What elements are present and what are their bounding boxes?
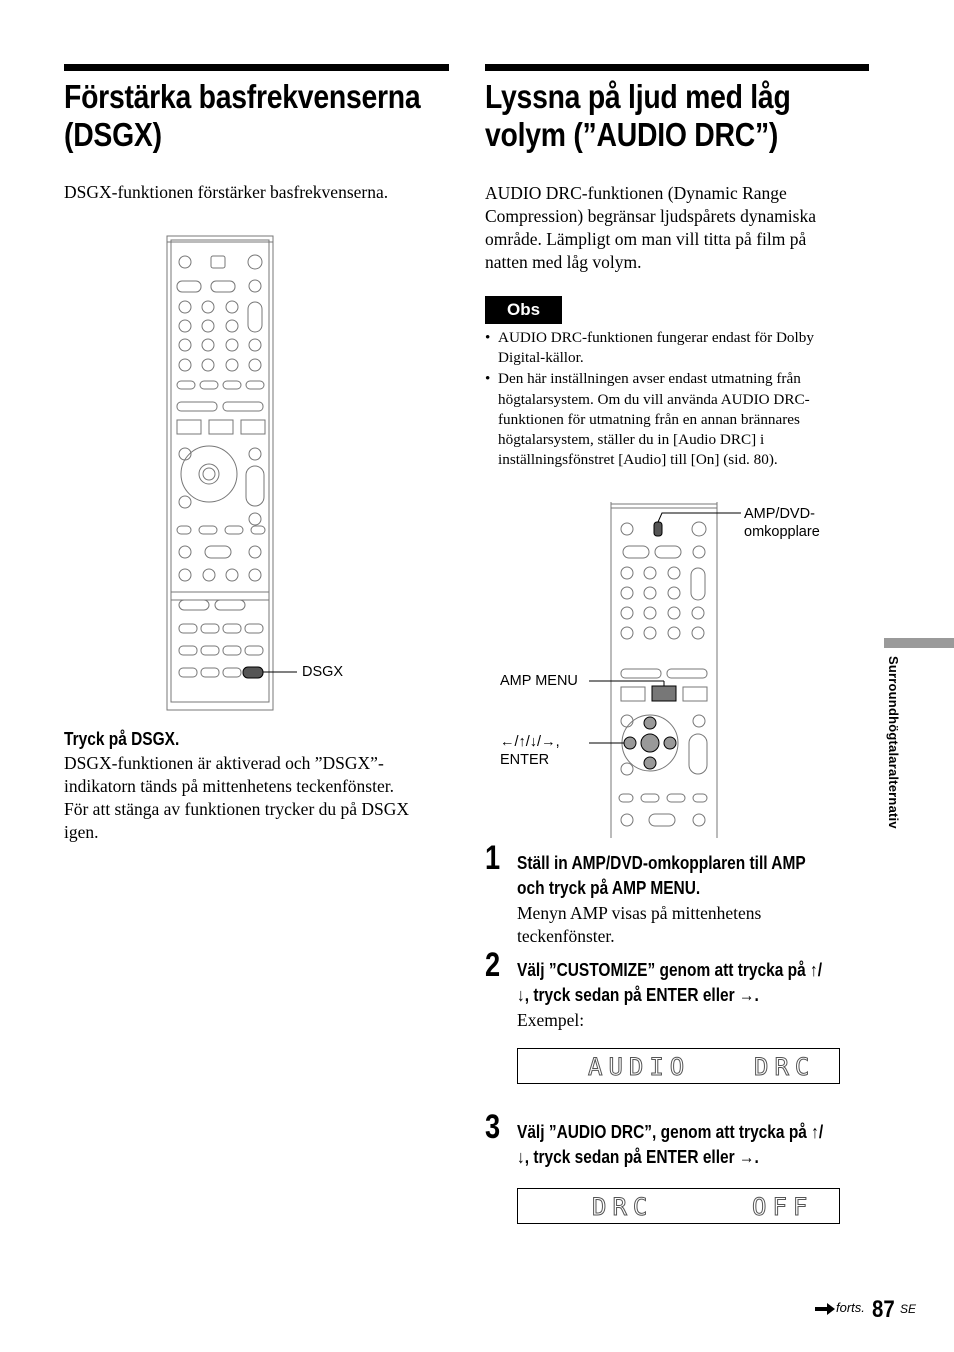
callout-amp-dvd-2: omkopplare	[744, 524, 820, 540]
forts-arrow-icon	[815, 1303, 835, 1315]
footer-forts: forts.	[836, 1300, 865, 1315]
step-1-text-2: teckenfönster.	[517, 926, 615, 946]
left-intro: DSGX-funktionen förstärker basfrekvenserna.	[64, 182, 389, 202]
section-label: Surroundhögtalaralternativ	[886, 656, 901, 829]
right-intro-1: AUDIO DRC-funktionen (Dynamic Range	[485, 183, 787, 203]
left-sub-text-2: indikatorn tänds på mittenhetens teckenfönster.	[64, 776, 394, 796]
step-1-number: 1	[485, 839, 501, 877]
step-3-heading-1: Välj ”AUDIO DRC”, genom att trycka på ↑/	[517, 1122, 824, 1142]
note-item: • Den här inställningen avser endast utmatning från högtalarsystem. Om du vill använda AUDIO DRC- funktionen för utmatning från en annan brännares högtalarsystem, ställer du in [Audio DRC] i inställningsfönstret [Audio] till [On] (sid. 80).	[485, 369, 857, 470]
note-item: • AUDIO DRC-funktionen fungerar endast för Dolby Digital-källor.	[485, 328, 857, 368]
right-title-rule	[485, 64, 869, 71]
section-tab	[884, 638, 954, 648]
lcd-segment-text	[518, 1049, 839, 1083]
callout-enter: ENTER	[500, 752, 550, 768]
remote-illustration-left	[165, 234, 275, 712]
obs-notes	[485, 328, 857, 471]
lcd-right-text: DRC	[754, 1053, 816, 1081]
lcd-display-drc-off	[517, 1188, 840, 1224]
lcd-segment-text	[518, 1189, 839, 1223]
page-number: 87	[872, 1296, 895, 1323]
right-title-line2: volym (”AUDIO DRC”)	[485, 116, 779, 153]
callout-dsgx: DSGX	[302, 664, 344, 680]
right-intro-2: Compression) begränsar ljudspårets dynamiska	[485, 206, 816, 226]
left-title-line2: (DSGX)	[64, 116, 162, 153]
step-1-text-1: Menyn AMP visas på mittenhetens	[517, 903, 762, 923]
left-sub-heading: Tryck på DSGX.	[64, 729, 180, 749]
callout-amp-menu: AMP MENU	[500, 673, 578, 689]
remote-illustration-right	[609, 502, 719, 838]
lcd-left-text: AUDIO	[588, 1053, 691, 1081]
left-title-line1: Förstärka basfrekvenserna	[64, 78, 421, 115]
callout-arrows: ←/↑/↓/→,	[500, 734, 560, 750]
left-sub-text-4: igen.	[64, 822, 99, 842]
obs-label: Obs	[485, 296, 562, 324]
right-title-line1: Lyssna på ljud med låg	[485, 78, 791, 115]
right-intro-4: natten med låg volym.	[485, 252, 642, 272]
step-3-heading-2: ↓, tryck sedan på ENTER eller →.	[517, 1147, 759, 1167]
lcd-display-audio-drc	[517, 1048, 840, 1084]
page-suffix: SE	[900, 1302, 917, 1316]
step-1-heading-1: Ställ in AMP/DVD-omkopplaren till AMP	[517, 853, 806, 873]
step-1-heading-2: och tryck på AMP MENU.	[517, 878, 701, 898]
left-sub-text-1: DSGX-funktionen är aktiverad och ”DSGX”-	[64, 753, 384, 773]
left-title-rule	[64, 64, 449, 71]
step-3-number: 3	[485, 1108, 501, 1146]
lcd-right-text: OFF	[752, 1193, 814, 1221]
step-2-heading-2: ↓, tryck sedan på ENTER eller →.	[517, 985, 759, 1005]
step-2-text: Exempel:	[517, 1010, 585, 1030]
step-2-heading-1: Välj ”CUSTOMIZE” genom att trycka på ↑/	[517, 960, 823, 980]
lcd-left-text: DRC	[592, 1193, 654, 1221]
callout-amp-dvd-1: AMP/DVD-	[744, 506, 815, 522]
step-2-number: 2	[485, 946, 501, 984]
right-intro-3: område. Lämpligt om man vill titta på film på	[485, 229, 807, 249]
left-sub-text-3: För att stänga av funktionen trycker du på DSGX	[64, 799, 410, 819]
